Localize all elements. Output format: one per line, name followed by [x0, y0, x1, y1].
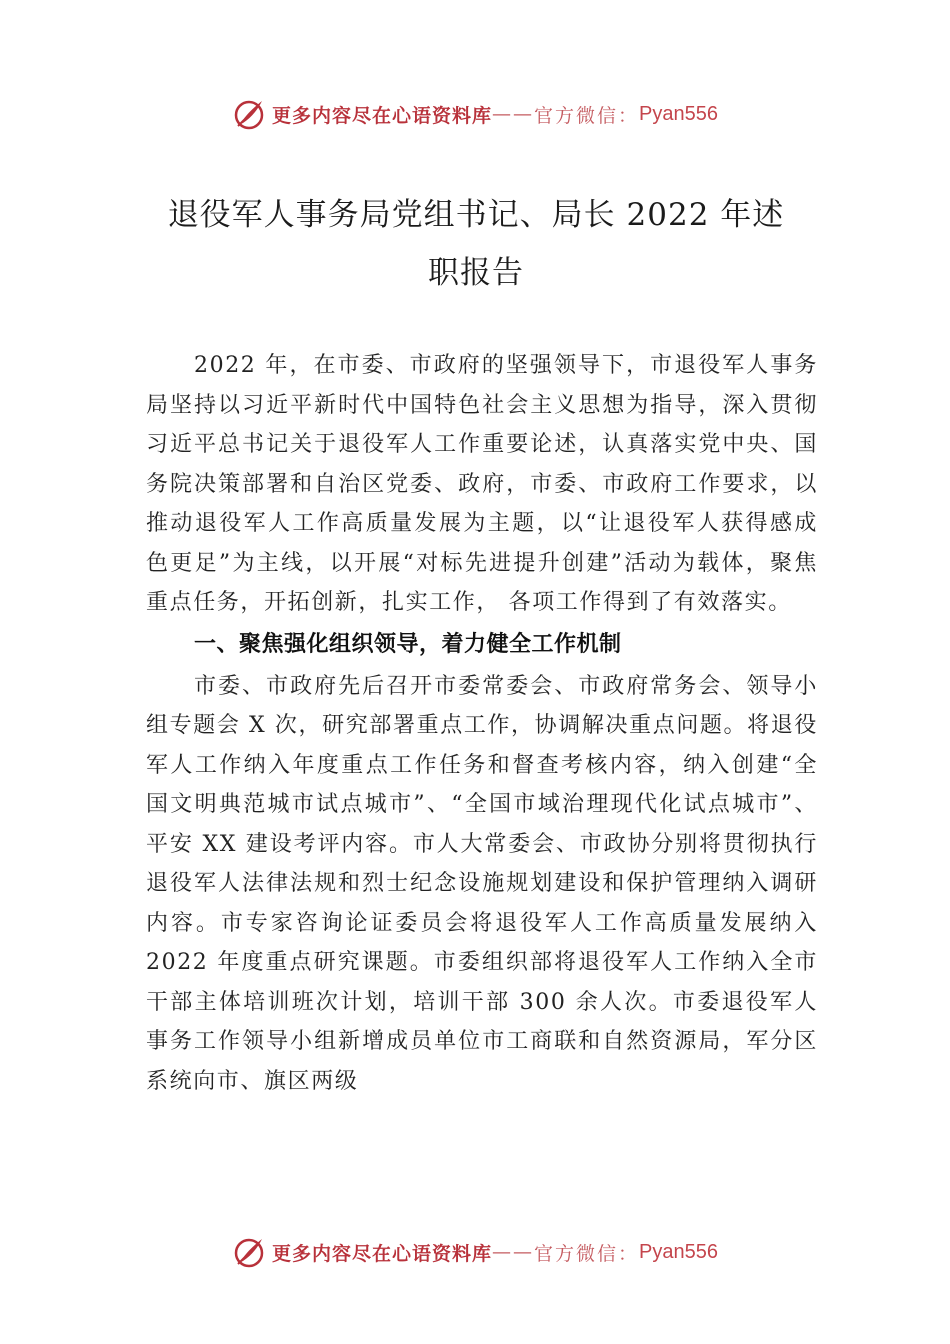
intro-paragraph: 2022 年，在市委、市政府的坚强领导下，市退役军人事务局坚持以习近平新时代中国特色社会主义思想为指导，深入贯彻习近平总书记关于退役军人工作重要论述，认真落实党中央、国务院决策部署和自治区党委、政府，市委、市政府工作要求，以推动退役军人工作高质量发展为主题，以“让退役军人获得感成色更足”为主线，以开展“对标先进提升创建”活动为载体，聚焦重点任务，开拓创新，扎实工作， 各项工作得到了有效落实。 [146, 353, 818, 615]
quill-logo-icon [232, 97, 266, 131]
quill-logo-icon [232, 1235, 266, 1269]
banner-wechat-id: Pyan556 [639, 1240, 718, 1263]
banner-separator: —— [492, 103, 535, 125]
document-body [146, 346, 818, 1101]
title-line-2: 职报告 [428, 255, 524, 291]
banner-separator: —— [492, 1241, 535, 1263]
footer-banner [0, 1232, 950, 1272]
banner-wechat-id: Pyan556 [639, 102, 718, 125]
banner-main-text: 更多内容尽在心语资料库 [272, 1242, 493, 1265]
section-1-paragraph: 市委、市政府先后召开市委常委会、市政府常务会、领导小组专题会 X 次，研究部署重点工作，协调解决重点问题。将退役军人工作纳入年度重点工作任务和督查考核内容，纳入创建“全国文明典范城市试点城市”、“全国市域治理现代化试点城市”、平安 XX 建设考评内容。市人大常委会、市政协分别将贯彻执行退役军人法律法规和烈士纪念设施规划建设和保护管理纳入调研内容。市专家咨询论证委员会将退役军人工作高质量发展纳入 2022 年度重点研究课题。市委组织部将退役军人工作纳入全市干部主体培训班次计划，培训干部 300 余人次。市委退役军人事务工作领导小组新增成员单位市工商联和自然资源局，军分区系统向市、旗区两级 [146, 673, 818, 1094]
title-line-1: 退役军人事务局党组书记、局长 2022 年述 [167, 197, 785, 233]
header-banner [0, 94, 950, 134]
document-title [146, 186, 806, 302]
banner-main-text: 更多内容尽在心语资料库 [272, 104, 493, 127]
banner-official-text: 官方微信： [534, 104, 640, 127]
banner-official-text: 官方微信： [534, 1242, 640, 1265]
section-1-heading: 一、聚焦强化组织领导，着力健全工作机制 [194, 631, 622, 657]
